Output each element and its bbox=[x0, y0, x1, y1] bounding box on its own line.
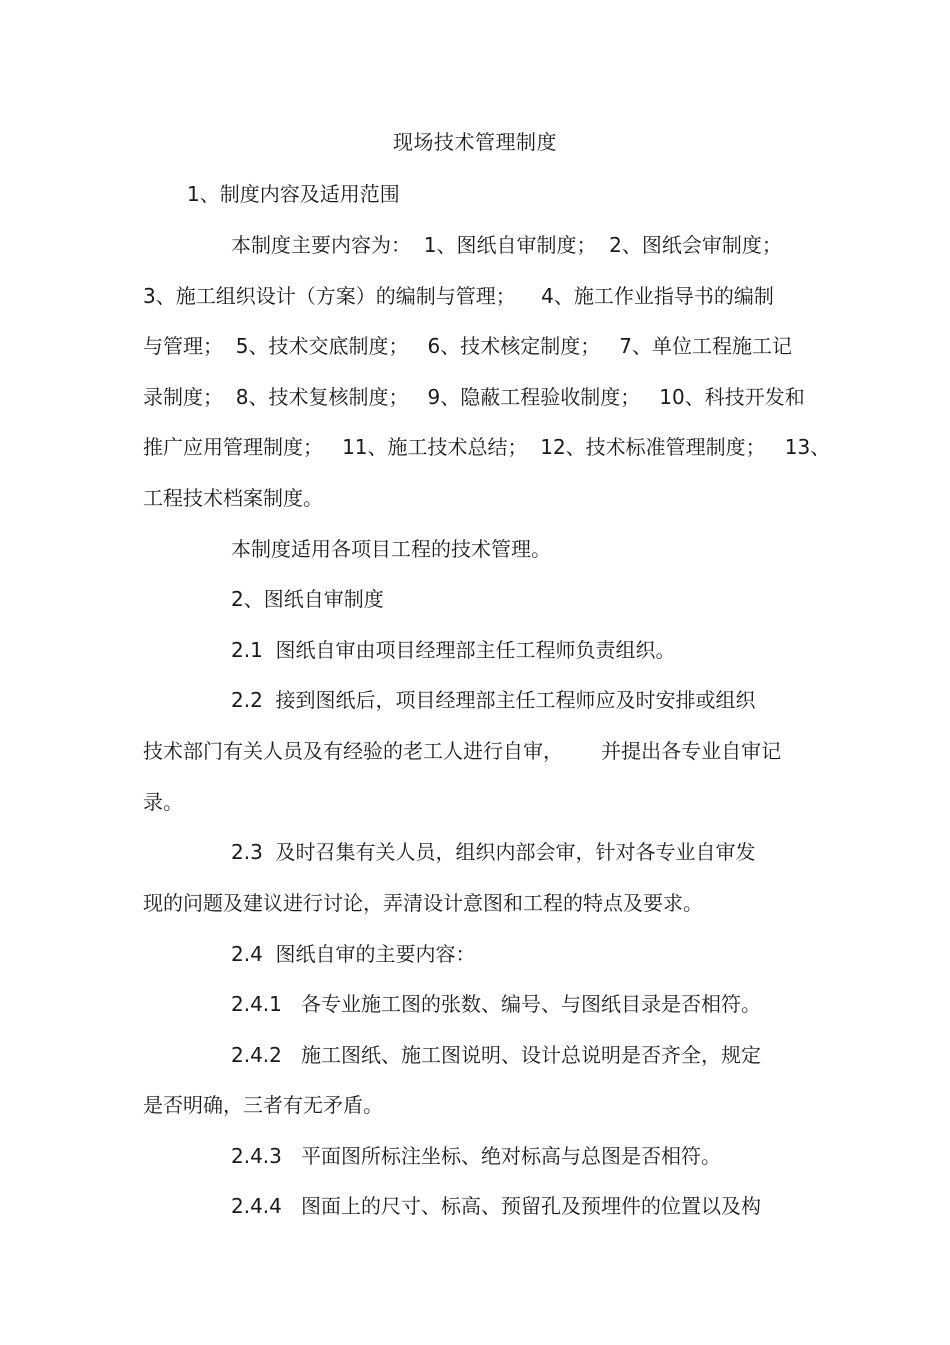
paragraph-line: 3、施工组织设计（方案）的编制与管理； 4、施工作业指导书的编制 bbox=[143, 284, 774, 308]
section-heading: 2、图纸自审制度 bbox=[231, 587, 384, 611]
section-heading: 1、制度内容及适用范围 bbox=[187, 182, 400, 206]
paragraph-line: 录制度； 8、技术复核制度； 9、隐蔽工程验收制度； 10、科技开发和 bbox=[143, 385, 805, 409]
paragraph-line: 现的问题及建议进行讨论，弄清设计意图和工程的特点及要求。 bbox=[143, 891, 703, 915]
paragraph-line: 2.4.3 平面图所标注坐标、绝对标高与总图是否相符。 bbox=[231, 1144, 721, 1168]
paragraph-line: 2.4.2 施工图纸、施工图说明、设计总说明是否齐全，规定 bbox=[231, 1043, 761, 1067]
paragraph-line: 录。 bbox=[143, 790, 183, 814]
paragraph-line: 2.4.1 各专业施工图的张数、编号、与图纸目录是否相符。 bbox=[231, 992, 761, 1016]
paragraph-line: 本制度适用各项目工程的技术管理。 bbox=[231, 537, 551, 561]
paragraph-line: 2.4.4 图面上的尺寸、标高、预留孔及预埋件的位置以及构 bbox=[231, 1194, 761, 1218]
paragraph-line: 2.4 图纸自审的主要内容： bbox=[231, 942, 476, 966]
paragraph-line: 本制度主要内容为： 1、图纸自审制度； 2、图纸会审制度； bbox=[231, 233, 782, 257]
paragraph-line: 是否明确，三者有无矛盾。 bbox=[143, 1093, 383, 1117]
paragraph-line: 2.1 图纸自审由项目经理部主任工程师负责组织。 bbox=[231, 638, 676, 662]
paragraph-line: 推广应用管理制度； 11、施工技术总结； 12、技术标准管理制度； 13、 bbox=[143, 435, 831, 459]
document-title: 现场技术管理制度 bbox=[393, 130, 557, 154]
paragraph-line: 与管理； 5、技术交底制度； 6、技术核定制度； 7、单位工程施工记 bbox=[143, 334, 793, 358]
paragraph-line: 技术部门有关人员及有经验的老工人进行自审， 并提出各专业自审记 bbox=[143, 739, 782, 763]
paragraph-line: 2.3 及时召集有关人员，组织内部会审，针对各专业自审发 bbox=[231, 840, 756, 864]
paragraph-line: 2.2 接到图纸后，项目经理部主任工程师应及时安排或组织 bbox=[231, 688, 756, 712]
paragraph-line: 工程技术档案制度。 bbox=[143, 486, 323, 510]
